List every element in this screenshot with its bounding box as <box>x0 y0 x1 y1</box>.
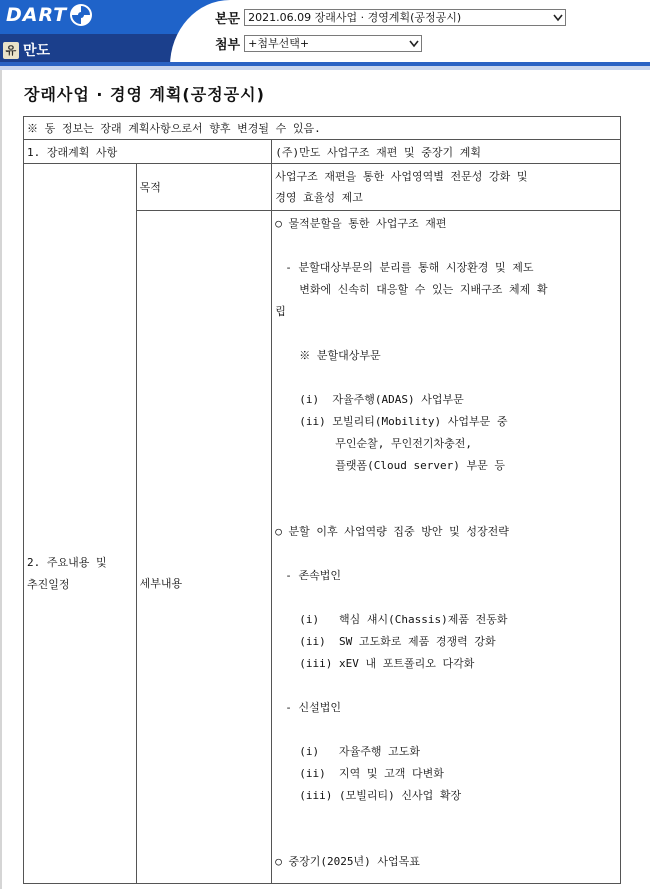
disclosure-table <box>23 116 621 884</box>
company-class-badge: 유 <box>3 42 19 59</box>
company-info <box>3 40 50 60</box>
list-item: (iii) (모빌리티) 신사업 확장 <box>299 789 462 802</box>
top-header <box>0 0 650 66</box>
dash-item: - 분할대상부문의 분리를 통해 시장환경 및 제도 <box>285 261 534 274</box>
report-select-value: 2021.06.09 장래사업 · 경영계획(공정공시) <box>248 11 462 24</box>
document-title: 장래사업 · 경영 계획(공정공시) <box>24 85 265 104</box>
purpose-label: 목적 <box>136 164 272 211</box>
list-item-continuation: 플랫폼(Cloud server) 부문 등 <box>335 459 505 472</box>
list-item: (ii) 지역 및 고객 다변화 <box>299 767 444 780</box>
report-select[interactable] <box>244 9 566 26</box>
list-item: (i) 자율주행(ADAS) 사업부문 <box>299 393 464 406</box>
section1-label: 1. 장래계획 사항 <box>24 140 272 164</box>
dart-logo-disc-icon <box>69 3 93 27</box>
bullet-item: ○ 중장기(2025년) 사업목표 <box>275 855 420 868</box>
attach-select-value: +첨부선택+ <box>248 37 310 50</box>
dash-item: - 신설법인 <box>285 701 341 714</box>
table-row <box>24 140 621 164</box>
dart-logo[interactable] <box>6 3 93 27</box>
list-item: (ii) 모빌리티(Mobility) 사업부문 중 <box>299 415 508 428</box>
dart-logo-text: DART <box>6 4 68 26</box>
attach-select[interactable] <box>244 35 422 52</box>
dash-item-continuation: 변화에 신속히 대응할 수 있는 지배구조 체제 확 <box>299 283 548 296</box>
list-item: (iii) xEV 내 포트폴리오 다각화 <box>299 657 475 670</box>
dash-item-continuation: 립 <box>275 305 286 318</box>
section2-label <box>24 164 137 884</box>
table-row <box>24 117 621 140</box>
chevron-down-icon <box>553 12 563 23</box>
attach-select-row <box>215 34 422 53</box>
list-item-continuation: 무인순찰, 무인전기차충전, <box>335 437 473 450</box>
bullet-item: ○ 분할 이후 사업역량 집중 방안 및 성장전략 <box>275 525 509 538</box>
section1-value: (주)만도 사업구조 재편 및 중장기 계획 <box>272 140 621 164</box>
purpose-cell <box>272 164 621 211</box>
dash-item: - 존속법인 <box>285 569 341 582</box>
details-cell <box>272 211 621 884</box>
report-select-row <box>215 8 566 27</box>
list-item: (ii) SW 고도화로 제품 경쟁력 강화 <box>299 635 496 648</box>
attach-select-label: 첨부 <box>215 38 241 53</box>
list-item: (i) 자율주행 고도화 <box>299 745 420 758</box>
chevron-down-icon <box>409 38 419 49</box>
purpose-text: 사업구조 재편을 통한 사업영역별 전문성 강화 및 경영 효율성 제고 <box>275 170 528 204</box>
report-select-label: 본문 <box>215 12 241 27</box>
details-label: 세부내용 <box>136 211 272 884</box>
notice-cell: ※ 동 정보는 장래 계획사항으로서 향후 변경될 수 있음. <box>24 117 621 140</box>
company-name: 만도 <box>23 43 51 59</box>
note-item: ※ 분할대상부문 <box>299 349 381 362</box>
bullet-item: ○ 물적분할을 통한 사업구조 재편 <box>275 217 447 230</box>
section2-label-text: 2. 주요내용 및 추진일정 <box>27 555 107 591</box>
table-row <box>24 164 621 211</box>
list-item: (i) 핵심 섀시(Chassis)제품 전동화 <box>299 613 508 626</box>
